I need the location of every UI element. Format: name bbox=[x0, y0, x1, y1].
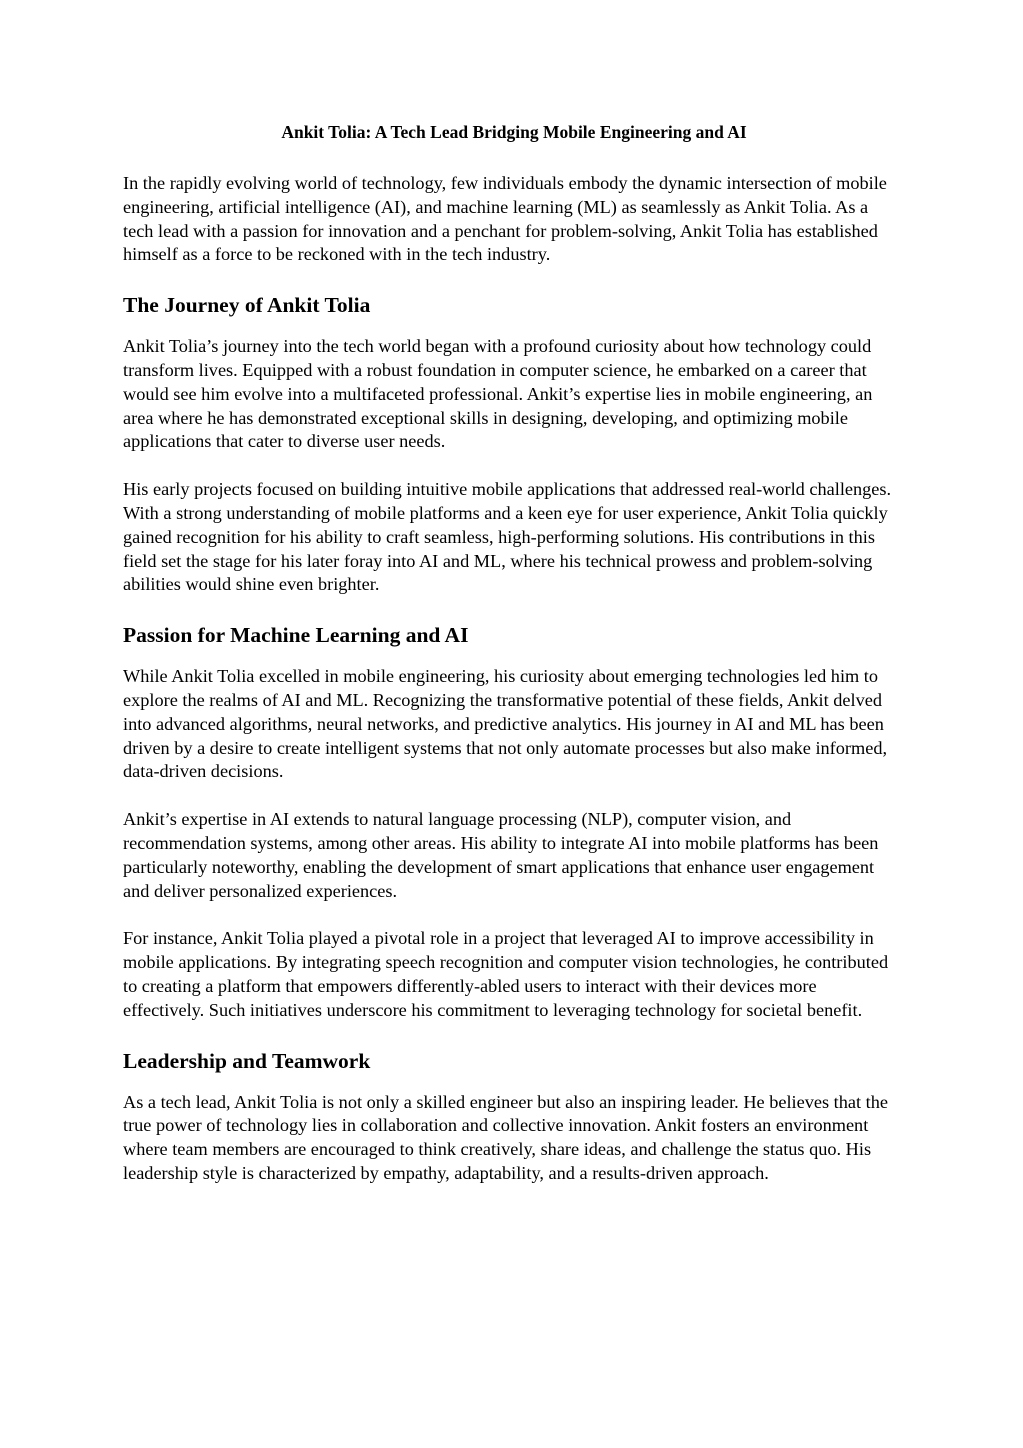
document-body bbox=[123, 120, 899, 1210]
body-paragraph: As a tech lead, Ankit Tolia is not only a skilled engineer but also an inspiring leader. He believes that the true power of technology lies in collaboration and collective innovation. Ankit fosters an environment where team members are encouraged to think creatively, share ideas, and challenge the status quo. His leadership style is characterized by empathy, adaptability, and a results-driven approach. bbox=[123, 1091, 888, 1183]
body-paragraph: For instance, Ankit Tolia played a pivotal role in a project that leveraged AI to improve accessibility in mobile applications. By integrating speech recognition and computer vision technologies, he contributed to creating a platform that empowers differently-abled users to interact with their devices more effectively. Such initiatives underscore his commitment to leveraging technology for societal benefit. bbox=[123, 928, 889, 1020]
body-paragraph: Ankit Tolia’s journey into the tech world began with a profound curiosity about how technology could transform lives. Equipped with a robust foundation in computer science, he embarked on a career that would see him evolve into a multifaceted professional. Ankit’s expertise lies in mobile engineering, an area where he has demonstrated exceptional skills in designing, developing, and optimizing mobile applications that cater to diverse user needs. bbox=[123, 336, 873, 452]
body-paragraph: His early projects focused on building intuitive mobile applications that addressed real-world challenges. With a strong understanding of mobile platforms and a keen eye for user experience, Ankit Tolia quickly gained recognition for his ability to craft seamless, high-performing solutions. His contributions in this field set the stage for his later foray into AI and ML, where his technical prowess and problem-solving abilities would shine even brighter. bbox=[123, 479, 892, 595]
intro-paragraph: In the rapidly evolving world of technology, few individuals embody the dynamic intersection of mobile engineering, artificial intelligence (AI), and machine learning (ML) as seamlessly as Ankit Tolia. As a tech lead with a passion for innovation and a penchant for problem-solving, Ankit Tolia has established himself as a force to be reckoned with in the tech industry. bbox=[123, 173, 887, 265]
document-title: Ankit Tolia: A Tech Lead Bridging Mobile Engineering and AI bbox=[281, 122, 747, 142]
body-paragraph: While Ankit Tolia excelled in mobile engineering, his curiosity about emerging technologies led him to explore the realms of AI and ML. Recognizing the transformative potential of these fields, Ankit delved into advanced algorithms, neural networks, and predictive analytics. His journey in AI and ML has been driven by a desire to create intelligent systems that not only automate processes but also make informed, data-driven decisions. bbox=[123, 666, 888, 782]
body-paragraph: Ankit’s expertise in AI extends to natural language processing (NLP), computer vision, and recommendation systems, among other areas. His ability to integrate AI into mobile platforms has been particularly noteworthy, enabling the development of smart applications that enhance user engagement and deliver personalized experiences. bbox=[123, 809, 879, 901]
section-heading-passion: Passion for Machine Learning and AI bbox=[123, 623, 469, 648]
section-heading-leadership: Leadership and Teamwork bbox=[123, 1048, 371, 1073]
section-heading-journey: The Journey of Ankit Tolia bbox=[123, 293, 371, 318]
